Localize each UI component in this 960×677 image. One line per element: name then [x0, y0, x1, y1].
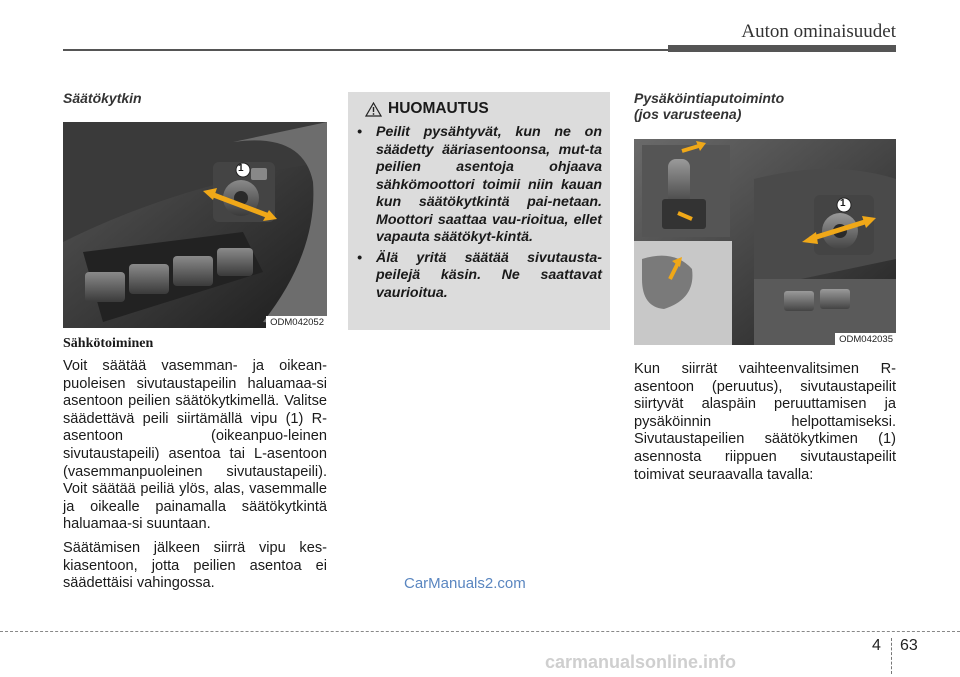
footer-rule	[0, 631, 960, 632]
header-rule	[63, 49, 668, 51]
door-switch-photo	[63, 122, 327, 328]
header-rule-accent	[668, 45, 896, 52]
notice-box	[348, 92, 610, 330]
bullet-icon: •	[357, 249, 362, 266]
notice-list	[357, 124, 602, 302]
subheading-electric: Sähkötoiminen	[63, 336, 154, 351]
image-label: ODM042035	[835, 333, 896, 345]
right-column	[634, 90, 896, 484]
chapter-number: 4	[872, 637, 881, 654]
door-panel-illustration	[63, 122, 327, 328]
callout-number: 1	[840, 198, 846, 209]
callout-number: 1	[238, 163, 244, 174]
left-column	[63, 90, 327, 593]
image-label: ODM042052	[266, 316, 327, 328]
notice-item-text: Älä yritä säätää sivutausta-peilejä käsin. Ne saattavat vaurioitua.	[376, 249, 602, 301]
parking-assist-photo	[634, 139, 896, 345]
page-number-divider	[891, 638, 892, 674]
section-heading-line: (jos varusteena)	[634, 106, 742, 122]
paragraph: Kun siirrät vaihteenvalitsimen R-asentoon (peruutus), sivutaustapeilit siirtyvät alaspäin peruuttamisen ja pysäköinnin helpottamiseksi. Sivutaustapeilien säätökytkimen (1) asennosta riippuen sivutaustapeilit toimivat seuraavalla tavalla:	[634, 361, 896, 483]
paragraph: Voit säätää vasemman- ja oikean-puoleisen sivutaustapeilin haluamaa-si asentoon peilien säätökytkimellä. Valitse säädettävä peili siirtämällä vipu (1) R-asentoon (oikeanpuo-leinen sivutaustapeili) asentoa tai L-asentoon (vasemmanpuoleinen sivutaustapeili). Voit säätää peiliä ylös, alas, vasemmalle ja oikealle painamalla säätökytkintä haluamaa-si suuntaan.	[63, 358, 327, 533]
notice-title: HUOMAUTUS	[388, 100, 489, 117]
paragraph: Säätämisen jälkeen siirrä vipu kes-kiasentoon, jotta peilien asentoa ei säädettäisi vahingossa.	[63, 539, 327, 592]
notice-header	[365, 100, 602, 118]
watermark[interactable]: CarManuals2.com	[404, 575, 526, 592]
warning-icon	[365, 102, 382, 117]
section-heading-switch: Säätökytkin	[63, 90, 142, 106]
notice-item	[357, 124, 602, 247]
header-title: Auton ominaisuudet	[741, 21, 896, 42]
section-heading-parking	[634, 90, 896, 122]
bullet-icon: •	[357, 124, 362, 140]
bottom-watermark[interactable]: carmanualsonline.info	[545, 652, 737, 672]
section-heading-line: Pysäköintiaputoiminto	[634, 90, 785, 106]
notice-item-text: Peilit pysähtyvät, kun ne on säädetty ääriasentoonsa, mut-ta peilien asentoja ohjaava sähkömoottori toimii niin kauan kun säätökytkintä pai-netaan. Moottori saattaa vau-rioitua, ellet vapauta säätökyt-kintä.	[376, 124, 602, 245]
parking-assist-illustration	[634, 139, 896, 345]
notice-item	[357, 250, 602, 303]
page-number: 63	[900, 637, 918, 654]
